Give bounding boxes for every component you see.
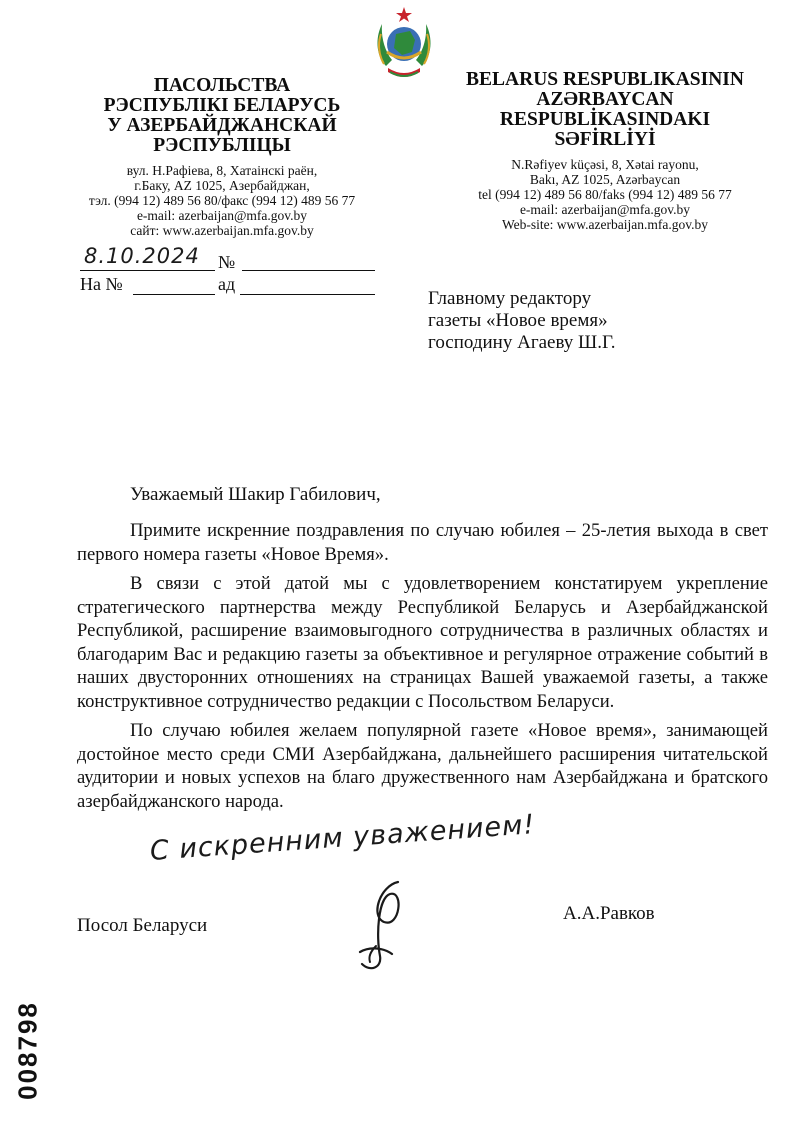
- letterhead-azerbaijani: [440, 70, 770, 232]
- date-handwritten: 8.10.2024: [84, 244, 200, 268]
- reply-number-underline: [133, 294, 215, 295]
- reply-label: На №: [80, 274, 123, 294]
- paragraph: В связи с этой датой мы с удовлетворением констатируем укрепление стратегического партнерства между Республикой Беларусь и Азербайджанской Республикой, расширение взаимовыгодного сотрудничества в различных областях и благодарим Вас и редакцию газеты за объективное и регулярное отражение событий в наших двусторонних отношениях на страницах Вашей уважаемой газеты, а также конструктивное сотрудничество редакции с Посольством Беларуси.: [77, 573, 768, 712]
- letterhead-left-title: ПАСОЛЬСТВА РЭСПУБЛІКІ БЕЛАРУСЬ У АЗЕРБАЙДЖАНСКАЙ РЭСПУБЛІЦЫ: [103, 75, 341, 156]
- number-label: №: [218, 252, 236, 272]
- addressee: Главному редактору газеты «Новое время» господину Агаеву Ш.Г.: [428, 288, 616, 353]
- number-underline: [242, 270, 375, 271]
- letterhead-left-contacts: вул. Н.Рафіева, 8, Хатаінскі раён, г.Баку, AZ 1025, Азербайджан, тэл. (994 12) 489 56 80/факс (994 12) 489 56 77 e-mail: azerbaijan@mfa.gov.by сайт: www.azerbaijan.mfa.gov.by: [88, 163, 356, 238]
- paragraph: Примите искренние поздравления по случаю юбилея – 25-летия выхода в свет первого номера газеты «Новое Время».: [77, 520, 768, 565]
- closing-handwritten: С искренним уважением!: [148, 809, 537, 867]
- document-number: 008798: [12, 1001, 43, 1100]
- letter-body: [77, 519, 768, 819]
- signature-icon: [340, 876, 430, 976]
- reply-date-underline: [240, 294, 375, 295]
- signer-name: А.А.Равков: [563, 903, 655, 924]
- signer-role: Посол Беларуси: [77, 915, 208, 936]
- letterhead-right-title: BELARUS RESPUBLIKASININ AZƏRBAYCAN RESPUBLİKASINDAKI SƏFİRLİYİ: [466, 69, 744, 150]
- date-underline: [80, 270, 215, 271]
- reply-date-label: ад: [218, 274, 236, 294]
- letterhead-belarusian: [72, 76, 372, 238]
- salutation: Уважаемый Шакир Габилович,: [130, 484, 381, 505]
- state-emblem-icon: [372, 6, 436, 80]
- letterhead-right-contacts: N.Rəfiyev küçəsi, 8, Xətai rayonu, Bakı, AZ 1025, Azərbaycan tel (994 12) 489 56 80/faks (994 12) 489 56 77 e-mail: azerbaijan@mfa.gov.by Web-site: www.azerbaijan.mfa.gov.by: [478, 157, 732, 232]
- paragraph: По случаю юбилея желаем популярной газете «Новое время», занимающей достойное место среди СМИ Азербайджана, дальнейшего расширения читательской аудитории и новых успехов на благо дружественного нам Азербайджана и братского азербайджанского народа.: [77, 720, 768, 812]
